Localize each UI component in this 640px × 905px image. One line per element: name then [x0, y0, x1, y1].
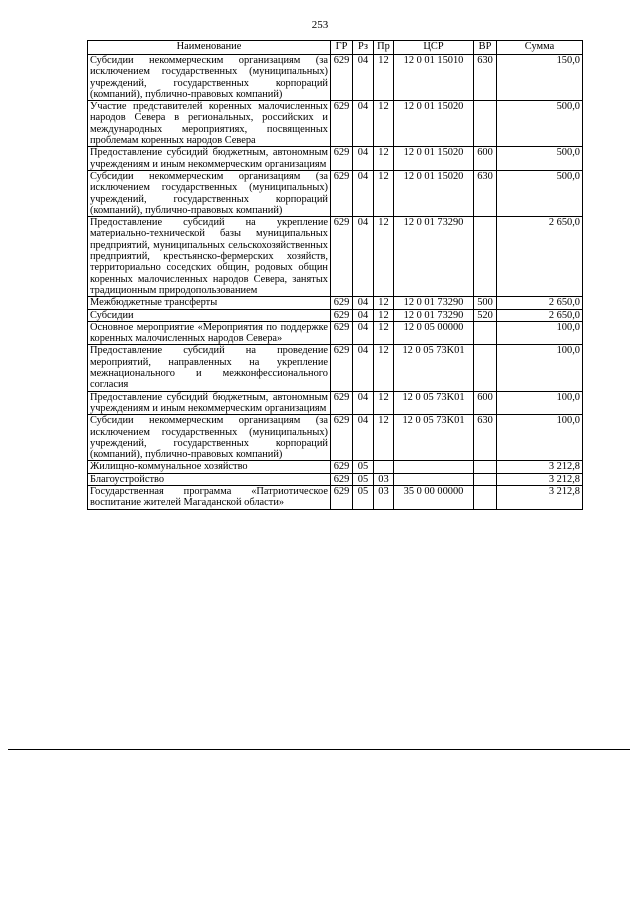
- cell-rz: 04: [353, 147, 374, 171]
- cell-csr: 12 0 01 73290: [394, 309, 474, 321]
- cell-pr: 12: [374, 297, 394, 309]
- cell-sum: 3 212,8: [497, 461, 583, 473]
- table-row: [88, 309, 583, 321]
- cell-gr: 629: [331, 391, 353, 415]
- cell-rz: 04: [353, 297, 374, 309]
- table-row: [88, 391, 583, 415]
- table-row: [88, 321, 583, 345]
- table-row: [88, 473, 583, 485]
- cell-vr: 600: [474, 391, 497, 415]
- header-vr: ВР: [474, 41, 497, 55]
- cell-csr: 12 0 05 73K01: [394, 415, 474, 461]
- cell-rz: 04: [353, 345, 374, 391]
- cell-gr: 629: [331, 345, 353, 391]
- cell-name: Субсидии: [88, 309, 331, 321]
- cell-gr: 629: [331, 321, 353, 345]
- cell-gr: 629: [331, 170, 353, 216]
- cell-gr: 629: [331, 485, 353, 509]
- cell-csr: 12 0 01 15020: [394, 170, 474, 216]
- cell-pr: 12: [374, 147, 394, 171]
- cell-rz: 04: [353, 391, 374, 415]
- cell-name: Государственная программа «Патриотическое воспитание жителей Магаданской области»: [88, 485, 331, 509]
- table-row: [88, 415, 583, 461]
- cell-sum: 500,0: [497, 101, 583, 147]
- cell-sum: 3 212,8: [497, 485, 583, 509]
- cell-sum: 100,0: [497, 415, 583, 461]
- table-row: [88, 101, 583, 147]
- table-header-row: [88, 41, 583, 55]
- cell-pr: 12: [374, 309, 394, 321]
- cell-name: Субсидии некоммерческим организациям (за исключением государственных (муниципальных) учреждений, государственных корпораций (компаний), публично-правовых компаний): [88, 170, 331, 216]
- cell-vr: 630: [474, 170, 497, 216]
- cell-pr: 12: [374, 55, 394, 101]
- cell-gr: 629: [331, 415, 353, 461]
- cell-vr: 520: [474, 309, 497, 321]
- header-csr: ЦСР: [394, 41, 474, 55]
- cell-csr: 12 0 01 15020: [394, 101, 474, 147]
- cell-gr: 629: [331, 309, 353, 321]
- cell-pr: 03: [374, 473, 394, 485]
- cell-sum: 500,0: [497, 147, 583, 171]
- cell-rz: 04: [353, 55, 374, 101]
- cell-rz: 05: [353, 461, 374, 473]
- cell-sum: 2 650,0: [497, 217, 583, 297]
- table-body: [88, 55, 583, 510]
- header-sum: Сумма: [497, 41, 583, 55]
- header-pr: Пр: [374, 41, 394, 55]
- cell-pr: 12: [374, 415, 394, 461]
- cell-sum: 100,0: [497, 321, 583, 345]
- cell-gr: 629: [331, 473, 353, 485]
- cell-vr: [474, 101, 497, 147]
- cell-vr: [474, 321, 497, 345]
- cell-csr: 12 0 01 15010: [394, 55, 474, 101]
- cell-rz: 04: [353, 415, 374, 461]
- cell-sum: 3 212,8: [497, 473, 583, 485]
- cell-sum: 100,0: [497, 391, 583, 415]
- cell-pr: 12: [374, 391, 394, 415]
- table-row: [88, 55, 583, 101]
- cell-vr: [474, 345, 497, 391]
- table-row: [88, 485, 583, 509]
- cell-gr: 629: [331, 55, 353, 101]
- cell-gr: 629: [331, 297, 353, 309]
- cell-name: Участие представителей коренных малочисленных народов Севера в региональных, российских и международных мероприятиях, посвященных проблемам коренных народов Севера: [88, 101, 331, 147]
- cell-rz: 05: [353, 485, 374, 509]
- table-row: [88, 297, 583, 309]
- cell-rz: 04: [353, 170, 374, 216]
- cell-sum: 150,0: [497, 55, 583, 101]
- table-row: [88, 170, 583, 216]
- cell-rz: 04: [353, 309, 374, 321]
- cell-name: Благоустройство: [88, 473, 331, 485]
- cell-rz: 04: [353, 101, 374, 147]
- cell-rz: 04: [353, 321, 374, 345]
- header-rz: Рз: [353, 41, 374, 55]
- cell-pr: 12: [374, 170, 394, 216]
- table-row: [88, 147, 583, 171]
- cell-name: Межбюджетные трансферты: [88, 297, 331, 309]
- cell-name: Предоставление субсидий на укрепление материально-технической базы муниципальных предприятий, муниципальных сельскохозяйственных предприятий, крестьянско-фермерских хозяйств, территориально соседских общин, родовых общин коренных малочисленных народов Севера, занятых традиционным природопользованием: [88, 217, 331, 297]
- cell-csr: 35 0 00 00000: [394, 485, 474, 509]
- footer-divider: [8, 749, 630, 750]
- budget-table: [87, 40, 583, 510]
- cell-name: Субсидии некоммерческим организациям (за исключением государственных (муниципальных) учреждений, государственных корпораций (компаний), публично-правовых компаний): [88, 55, 331, 101]
- cell-name: Основное мероприятие «Мероприятия по поддержке коренных малочисленных народов Севера»: [88, 321, 331, 345]
- cell-sum: 2 650,0: [497, 297, 583, 309]
- cell-csr: 12 0 05 00000: [394, 321, 474, 345]
- cell-vr: 630: [474, 55, 497, 101]
- page-number: 253: [311, 19, 329, 31]
- header-gr: ГР: [331, 41, 353, 55]
- cell-name: Жилищно-коммунальное хозяйство: [88, 461, 331, 473]
- table-row: [88, 461, 583, 473]
- cell-csr: [394, 461, 474, 473]
- cell-csr: 12 0 05 73K01: [394, 391, 474, 415]
- table-row: [88, 345, 583, 391]
- cell-csr: 12 0 01 73290: [394, 297, 474, 309]
- cell-vr: 630: [474, 415, 497, 461]
- cell-vr: 500: [474, 297, 497, 309]
- cell-pr: 12: [374, 217, 394, 297]
- cell-name: Субсидии некоммерческим организациям (за исключением государственных (муниципальных) учреждений, государственных корпораций (компаний), публично-правовых компаний): [88, 415, 331, 461]
- cell-gr: 629: [331, 217, 353, 297]
- cell-sum: 100,0: [497, 345, 583, 391]
- cell-pr: 12: [374, 345, 394, 391]
- cell-sum: 500,0: [497, 170, 583, 216]
- cell-rz: 05: [353, 473, 374, 485]
- cell-vr: [474, 473, 497, 485]
- header-name: Наименование: [88, 41, 331, 55]
- cell-csr: [394, 473, 474, 485]
- cell-vr: 600: [474, 147, 497, 171]
- cell-pr: [374, 461, 394, 473]
- cell-gr: 629: [331, 147, 353, 171]
- cell-csr: 12 0 05 73K01: [394, 345, 474, 391]
- cell-vr: [474, 485, 497, 509]
- cell-name: Предоставление субсидий бюджетным, автономным учреждениям и иным некоммерческим организациям: [88, 391, 331, 415]
- cell-vr: [474, 217, 497, 297]
- cell-vr: [474, 461, 497, 473]
- cell-pr: 03: [374, 485, 394, 509]
- cell-csr: 12 0 01 73290: [394, 217, 474, 297]
- cell-gr: 629: [331, 101, 353, 147]
- cell-pr: 12: [374, 321, 394, 345]
- cell-gr: 629: [331, 461, 353, 473]
- cell-name: Предоставление субсидий бюджетным, автономным учреждениям и иным некоммерческим организациям: [88, 147, 331, 171]
- cell-csr: 12 0 01 15020: [394, 147, 474, 171]
- table-row: [88, 217, 583, 297]
- cell-rz: 04: [353, 217, 374, 297]
- cell-sum: 2 650,0: [497, 309, 583, 321]
- cell-name: Предоставление субсидий на проведение мероприятий, направленных на укрепление межнационального и межконфессионального согласия: [88, 345, 331, 391]
- cell-pr: 12: [374, 101, 394, 147]
